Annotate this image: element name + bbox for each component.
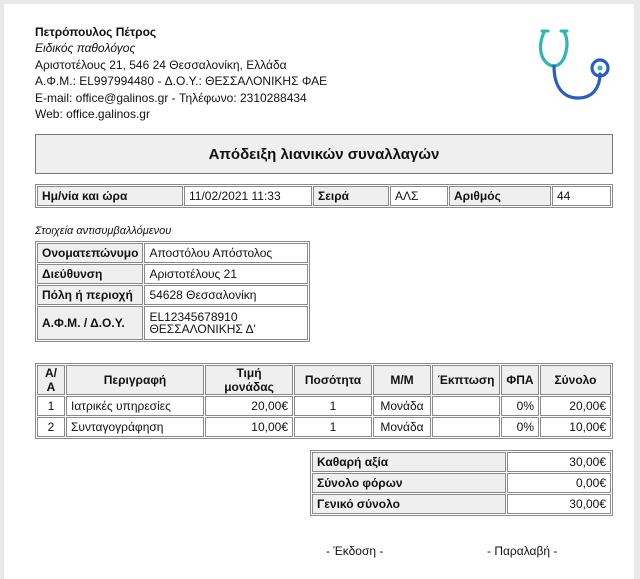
counterparty-table	[35, 241, 310, 342]
issuer-address: Αριστοτέλους 21, 546 24 Θεσσαλονίκη, Ελλάδα	[35, 57, 287, 72]
cp-value-name: Αποστόλου Απόστολος	[144, 243, 308, 263]
items-table	[35, 363, 613, 439]
cp-value-address: Αριστοτέλους 21	[144, 264, 308, 284]
cell-total: 10,00€	[540, 417, 611, 437]
cell-discount	[432, 417, 500, 437]
cell-unit: Μονάδα	[373, 417, 431, 437]
cell-quantity: 1	[294, 396, 372, 416]
grand-total: 30,00€	[507, 494, 611, 514]
cp-value-tax	[144, 306, 308, 340]
cp-value-city: 54628 Θεσσαλονίκη	[144, 285, 308, 305]
counterparty-caption: Στοιχεία αντισυμβαλλόμενου	[35, 225, 172, 237]
col-total: Σύνολο	[540, 365, 611, 395]
cp-label-name: Ονοματεπώνυμο	[37, 243, 143, 263]
cell-quantity: 1	[294, 417, 372, 437]
cell-discount	[432, 396, 500, 416]
cell-unit: Μονάδα	[373, 396, 431, 416]
net-value-label: Καθαρή αξία	[312, 452, 506, 472]
col-unit: Μ/Μ	[373, 365, 431, 395]
series-value: ΑΛΣ	[390, 186, 448, 206]
col-vat: ΦΠΑ	[501, 365, 539, 395]
cell-vat: 0%	[501, 396, 539, 416]
series-label: Σειρά	[313, 186, 389, 206]
col-discount: Έκπτωση	[432, 365, 500, 395]
issuer-web: Web: office.galinos.gr	[35, 107, 150, 122]
cell-vat: 0%	[501, 417, 539, 437]
cell-description: Συνταγογράφηση	[66, 417, 204, 437]
date-label: Ημ/νία και ώρα	[37, 186, 183, 206]
issuer-specialty: Ειδικός παθολόγος	[35, 41, 136, 56]
cell-unit-price: 10,00€	[205, 417, 293, 437]
table-row	[37, 396, 611, 416]
net-value: 30,00€	[507, 452, 611, 472]
issuer-name: Πετρόπουλος Πέτρος	[35, 25, 157, 39]
grand-total-label: Γενικό σύνολο	[312, 494, 506, 514]
tax-total: 0,00€	[507, 473, 611, 493]
cell-description: Ιατρικές υπηρεσίες	[66, 396, 204, 416]
col-unit-price: Τιμή μονάδας	[205, 365, 293, 395]
totals-table	[310, 450, 613, 516]
receipt-signature-label: - Παραλαβή -	[487, 544, 558, 558]
tax-total-label: Σύνολο φόρων	[312, 473, 506, 493]
cp-label-address: Διεύθυνση	[37, 264, 143, 284]
col-quantity: Ποσότητα	[294, 365, 372, 395]
col-description: Περιγραφή	[66, 365, 204, 395]
issuer-block	[35, 24, 327, 122]
cp-value-tax-office: ΘΕΣΣΑΛΟΝΙΚΗΣ Δ'	[149, 322, 256, 336]
receipt-page	[4, 4, 634, 579]
cell-aa: 2	[37, 417, 65, 437]
stethoscope-icon	[534, 28, 619, 102]
cell-aa: 1	[37, 396, 65, 416]
issue-signature-label: - Έκδοση -	[326, 544, 384, 558]
cell-unit-price: 20,00€	[205, 396, 293, 416]
number-label: Αριθμός	[449, 186, 551, 206]
table-row	[37, 417, 611, 437]
number-value: 44	[552, 186, 611, 206]
cell-total: 20,00€	[540, 396, 611, 416]
issuer-tax: Α.Φ.Μ.: EL997994480 - Δ.Ο.Υ.: ΘΕΣΣΑΛΟΝΙΚΗΣ ΦΑΕ	[35, 74, 328, 89]
cp-label-tax: Α.Φ.Μ. / Δ.Ο.Υ.	[37, 306, 143, 340]
cp-value-tax-id: EL12345678910	[149, 310, 238, 324]
meta-table	[35, 184, 613, 208]
document-title: Απόδειξη λιανικών συναλλαγών	[35, 134, 613, 174]
issuer-contact: E-mail: office@galinos.gr - Τηλέφωνο: 2310288434	[35, 90, 307, 105]
date-value: 11/02/2021 11:33	[184, 186, 312, 206]
col-aa: Α/Α	[37, 365, 65, 395]
cp-label-city: Πόλη ή περιοχή	[37, 285, 143, 305]
